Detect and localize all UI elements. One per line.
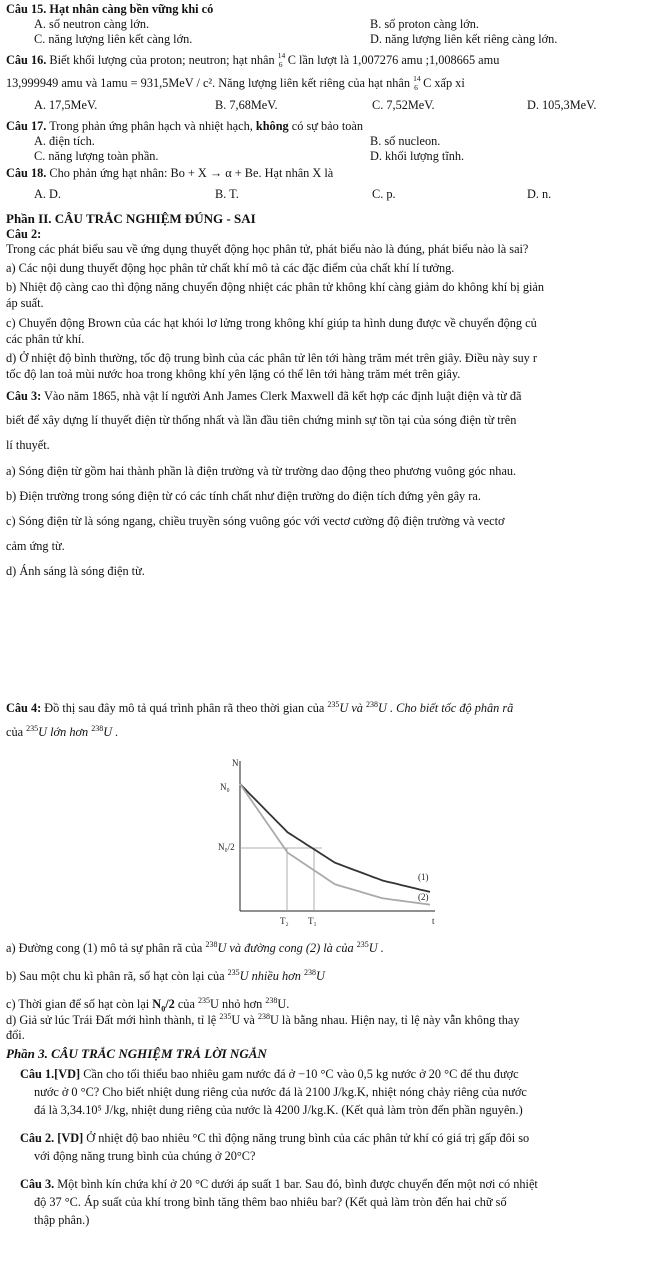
q17-option-c: C. năng lượng toàn phần. bbox=[34, 149, 159, 163]
xtick-t2: T₂ bbox=[280, 916, 289, 926]
part2-title: Phần II. CÂU TRẮC NGHIỆM ĐÚNG - SAI bbox=[6, 211, 256, 226]
part3-title: Phần 3. CÂU TRẮC NGHIỆM TRẢ LỜI NGẮN bbox=[6, 1046, 267, 1061]
q16-options bbox=[0, 97, 669, 113]
q3-line3: lí thuyết. bbox=[6, 438, 50, 452]
p3-c3-line1: Câu 3. Một bình kín chứa khí ở 20 °C dưới áp suất 1 bar. Sau đó, bình được chuyển đến một nơi có nhiệt bbox=[20, 1177, 538, 1191]
q3-c-line2: cảm ứng từ. bbox=[6, 539, 65, 553]
q16-option-a: A. 17,5MeV. bbox=[34, 98, 98, 112]
p3-c3-line2: độ 37 °C. Áp suất của khí trong bình tăng thêm bao nhiêu bar? (Kết quả làm tròn đến hai chữ số bbox=[34, 1195, 507, 1209]
q2-c-line1: c) Chuyển động Brown của các hạt khói lơ lửng trong không khí giúp ta hình dung được về chuyển động củ bbox=[6, 316, 537, 330]
q2-c-line2: các phân tử khí. bbox=[6, 332, 85, 346]
q3-c-line1: c) Sóng điện từ là sóng ngang, chiều truyền sóng vuông góc với vectơ cường độ điện trường và vectơ bbox=[6, 514, 505, 528]
q3-b: b) Điện trường trong sóng điện từ có các tính chất như điện trường do điện tích đứng yên gây ra. bbox=[6, 489, 481, 503]
q2-label: Câu 2: bbox=[6, 227, 42, 241]
ytick-n0: N₀ bbox=[220, 782, 230, 792]
q17-stem: Câu 17. Trong phản ứng phân hạch và nhiệt hạch, không có sự bảo toàn bbox=[6, 119, 363, 133]
q4-line2: của $^{235}$U lớn hơn $^{238}$U . bbox=[6, 723, 119, 739]
q3-a: a) Sóng điện từ gồm hai thành phần là điện trường và từ trường dao động theo phương vuông góc nhau. bbox=[6, 464, 517, 478]
q16-option-b: B. 7,68MeV. bbox=[215, 98, 278, 112]
q17-option-b: B. số nucleon. bbox=[370, 134, 441, 148]
q15-options-cd bbox=[0, 31, 669, 47]
p3-c2-line1: Câu 2. [VD] Ở nhiệt độ bao nhiêu °C thì động năng trung bình của các phân tử khí có giá trị gấp đôi so bbox=[20, 1131, 530, 1145]
q15-stem: Câu 15. Hạt nhân càng bền vững khi có bbox=[6, 2, 214, 16]
series-2-label: (2) bbox=[418, 892, 429, 902]
q3-line2: biết để xây dựng lí thuyết điện từ thống nhất và lần đầu tiên chứng minh sự tồn tại của sóng điện từ trên bbox=[6, 413, 517, 427]
q16-option-c: C. 7,52MeV. bbox=[372, 98, 435, 112]
y-axis-label: N bbox=[232, 758, 239, 768]
ytick-n0-half: N₀/2 bbox=[218, 842, 235, 852]
q2-d-line1: d) Ở nhiệt độ bình thường, tốc độ trung bình của các phân tử lên tới hàng trăm mét trên giây. Điều này suy r bbox=[6, 351, 537, 365]
xtick-t1: T₁ bbox=[308, 916, 317, 926]
p3-c2-line2: với động năng trung bình của chúng ở 20°C? bbox=[34, 1149, 256, 1163]
q15-option-d: D. năng lượng liên kết riêng càng lớn. bbox=[370, 32, 558, 46]
p3-c1-line2: nước ở 0 °C? Cho biết nhiệt dung riêng của nước đá là 2100 J/kg.K, nhiệt nóng chảy riêng của nước bbox=[34, 1085, 527, 1099]
q18-option-a: A. D. bbox=[34, 187, 61, 201]
q16-line2 bbox=[6, 75, 669, 91]
q17-option-a: A. điện tích. bbox=[34, 134, 95, 148]
p3-c3-line3: thập phân.) bbox=[34, 1213, 90, 1227]
q16-line1: Câu 16. Biết khối lượng của proton; neutron; hạt nhân 14 6 C lần lượt là 1,007276 amu ;1,008665 amu bbox=[6, 51, 500, 69]
x-axis-label: t bbox=[432, 916, 435, 926]
c14-isotope: 14 6 bbox=[277, 51, 286, 69]
q3-d: d) Ánh sáng là sóng điện từ. bbox=[6, 564, 145, 578]
q18-option-d: D. n. bbox=[527, 187, 552, 201]
q18-stem: Câu 18. Cho phản ứng hạt nhân: Bo + X → α + Be. Hạt nhân X là bbox=[6, 166, 334, 180]
q15-options-ab bbox=[0, 16, 669, 32]
q2-d-line2: tốc độ lan toả mùi nước hoa trong không khí yên lặng có thể lên tới hàng trăm mét trên giây. bbox=[6, 367, 461, 381]
q4-d-line2: đổi. bbox=[6, 1028, 25, 1042]
q16-option-d: D. 105,3MeV. bbox=[527, 98, 597, 112]
q2-b-line1: b) Nhiệt độ càng cao thì động năng chuyển động nhiệt các phân tử không khí càng giảm do không khí bị giản bbox=[6, 280, 545, 294]
p3-c1-line3: đá là 3,34.10⁵ J/kg, nhiệt dung riêng của nước là 4200 J/kg.K. (Kết quả làm tròn đến phần nguyên.) bbox=[34, 1103, 523, 1117]
c14-isotope-2: 14 6 bbox=[413, 74, 421, 92]
q4-a: a) Đường cong (1) mô tả sự phân rã của $^{238}$U và đường cong (2) là của $^{235}$U . bbox=[6, 939, 384, 955]
series-1-line bbox=[240, 784, 430, 892]
q16-text3: 13,999949 amu và 1amu = 931,5MeV / c². Năng lượng liên kết riêng của hạt nhân bbox=[6, 76, 410, 90]
series-1-label: (1) bbox=[418, 872, 429, 882]
q4-c: c) Thời gian để số hạt còn lại $N_0/2$ của $^{235}$U nhỏ hơn $^{238}$U. bbox=[6, 995, 290, 1014]
q18-option-c: C. p. bbox=[372, 187, 396, 201]
q17-options-cd bbox=[0, 148, 669, 164]
q17-options-ab bbox=[0, 133, 669, 149]
q2-b-line2: áp suất. bbox=[6, 296, 44, 310]
q18-options bbox=[0, 186, 669, 202]
q18-reaction: Bo + X → α + Be bbox=[170, 166, 259, 180]
q16-text1: Biết khối lượng của proton; neutron; hạt nhân bbox=[49, 53, 275, 67]
q2-a: a) Các nội dung thuyết động học phân tử chất khí mô tả các đặc điểm của chất khí lí tưởng. bbox=[6, 261, 455, 275]
q3-line1: Câu 3: Vào năm 1865, nhà vật lí người Anh James Clerk Maxwell đã kết hợp các định luật điện và từ đã bbox=[6, 389, 522, 403]
decay-chart bbox=[190, 756, 445, 931]
q2-intro: Trong các phát biểu sau về ứng dụng thuyết động học phân tử, phát biểu nào là đúng, phát biểu nào là sai? bbox=[6, 242, 529, 256]
p3-c1-line1: Câu 1.[VD] Cần cho tối thiểu bao nhiêu gam nước đá ở −10 °C vào 0,5 kg nước ở 20 °C để thu được bbox=[20, 1067, 519, 1081]
q17-option-d: D. khối lượng tĩnh. bbox=[370, 149, 465, 163]
series-2-line bbox=[240, 784, 430, 905]
q15-option-b: B. số proton càng lớn. bbox=[370, 17, 479, 31]
q4-d: d) Giả sử lúc Trái Đất mới hình thành, tỉ lệ $^{235}$U và $^{238}$U là bằng nhau. Hiện nay, tỉ lệ này vẫn không thay bbox=[6, 1011, 520, 1027]
q4-b: b) Sau một chu kì phân rã, số hạt còn lại của $^{235}$U nhiều hơn $^{238}$U bbox=[6, 967, 325, 983]
q16-text4: C xấp xỉ bbox=[423, 76, 465, 90]
q16-label: Câu 16. bbox=[6, 53, 47, 67]
q18-option-b: B. T. bbox=[215, 187, 239, 201]
q15-option-a: A. số neutron càng lớn. bbox=[34, 17, 150, 31]
q15-option-c: C. năng lượng liên kết càng lớn. bbox=[34, 32, 193, 46]
q16-text2: lần lượt là 1,007276 amu ;1,008665 amu bbox=[299, 53, 500, 67]
q4-line1: Câu 4: Đồ thị sau đây mô tả quá trình phân rã theo thời gian của $^{235}$U và $^{238}$U . Cho biết tốc độ phân rã bbox=[6, 699, 514, 715]
